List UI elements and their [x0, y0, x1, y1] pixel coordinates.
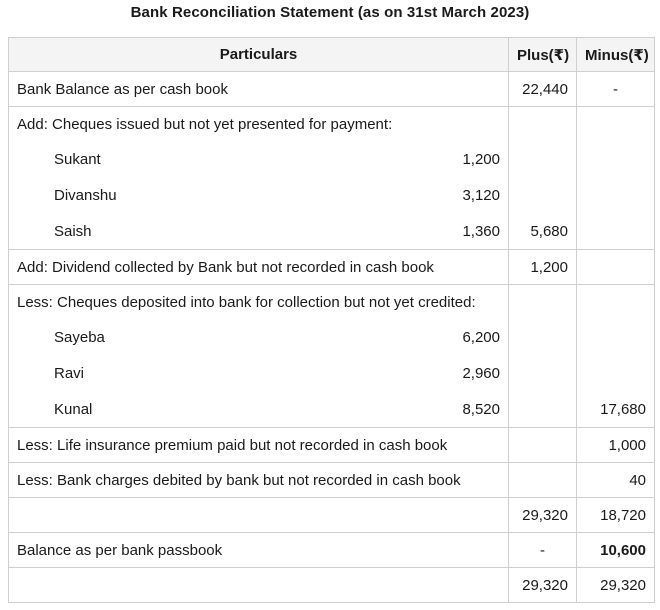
minus-value [577, 213, 655, 250]
plus-total: 29,320 [509, 568, 577, 603]
minus-value: - [577, 72, 655, 107]
sub-item [9, 177, 509, 213]
table-row [9, 533, 655, 568]
sub-item-amount: 1,200 [462, 150, 500, 168]
plus-value [509, 428, 577, 463]
sub-item [9, 319, 509, 355]
table-row [9, 355, 655, 391]
minus-value: 40 [577, 463, 655, 498]
row-label [9, 568, 509, 603]
plus-value [509, 177, 577, 213]
minus-value [577, 177, 655, 213]
row-label: Balance as per bank passbook [9, 533, 509, 568]
plus-value: 1,200 [509, 250, 577, 285]
minus-value: 1,000 [577, 428, 655, 463]
sub-item-name: Ravi [54, 364, 85, 382]
minus-value [577, 250, 655, 285]
table-row [9, 463, 655, 498]
plus-value [509, 141, 577, 177]
header-particulars: Particulars [9, 38, 509, 72]
sub-item-amount: 1,360 [462, 222, 500, 240]
plus-value [509, 319, 577, 355]
plus-value [509, 285, 577, 320]
sub-item-amount: 2,960 [462, 364, 500, 382]
minus-value [577, 107, 655, 142]
minus-value: 10,600 [577, 533, 655, 568]
table-row [9, 391, 655, 428]
plus-value [509, 355, 577, 391]
header-minus: Minus(₹) [577, 38, 655, 72]
minus-value [577, 141, 655, 177]
table-row [9, 250, 655, 285]
row-label [9, 498, 509, 533]
sub-item [9, 213, 509, 250]
plus-value: 22,440 [509, 72, 577, 107]
row-label: Less: Bank charges debited by bank but not recorded in cash book [9, 463, 509, 498]
minus-value [577, 319, 655, 355]
plus-value: 5,680 [509, 213, 577, 250]
plus-value [509, 107, 577, 142]
grand-total-row [9, 568, 655, 603]
header-plus: Plus(₹) [509, 38, 577, 72]
minus-value: 17,680 [577, 391, 655, 428]
minus-total: 29,320 [577, 568, 655, 603]
sub-item-name: Saish [54, 222, 92, 240]
row-label: Less: Cheques deposited into bank for collection but not yet credited: [9, 285, 509, 320]
sub-item-name: Kunal [54, 400, 93, 418]
sub-item [9, 391, 509, 428]
sub-item-amount: 8,520 [462, 400, 500, 418]
table-row [9, 213, 655, 250]
plus-value [509, 463, 577, 498]
sub-item-amount: 3,120 [462, 186, 500, 204]
table-row [9, 428, 655, 463]
sub-item [9, 141, 509, 177]
sub-item-name: Sukant [54, 150, 101, 168]
row-label: Add: Dividend collected by Bank but not recorded in cash book [9, 250, 509, 285]
sub-item-name: Sayeba [54, 328, 105, 346]
sub-item-name: Divanshu [54, 186, 117, 204]
minus-subtotal: 18,720 [577, 498, 655, 533]
row-label: Bank Balance as per cash book [9, 72, 509, 107]
table-row [9, 319, 655, 355]
plus-subtotal: 29,320 [509, 498, 577, 533]
table-row [9, 177, 655, 213]
table-row [9, 72, 655, 107]
table-row [9, 285, 655, 320]
table-row [9, 141, 655, 177]
sub-item-amount: 6,200 [462, 328, 500, 346]
plus-value: - [509, 533, 577, 568]
reconciliation-table [8, 37, 655, 603]
statement-title: Bank Reconciliation Statement (as on 31st March 2023) [130, 4, 530, 21]
minus-value [577, 285, 655, 320]
plus-value [509, 391, 577, 428]
row-label: Add: Cheques issued but not yet presented for payment: [9, 107, 509, 142]
table-row [9, 107, 655, 142]
subtotal-row [9, 498, 655, 533]
sub-item [9, 355, 509, 391]
row-label: Less: Life insurance premium paid but not recorded in cash book [9, 428, 509, 463]
header-row [9, 38, 655, 72]
minus-value [577, 355, 655, 391]
